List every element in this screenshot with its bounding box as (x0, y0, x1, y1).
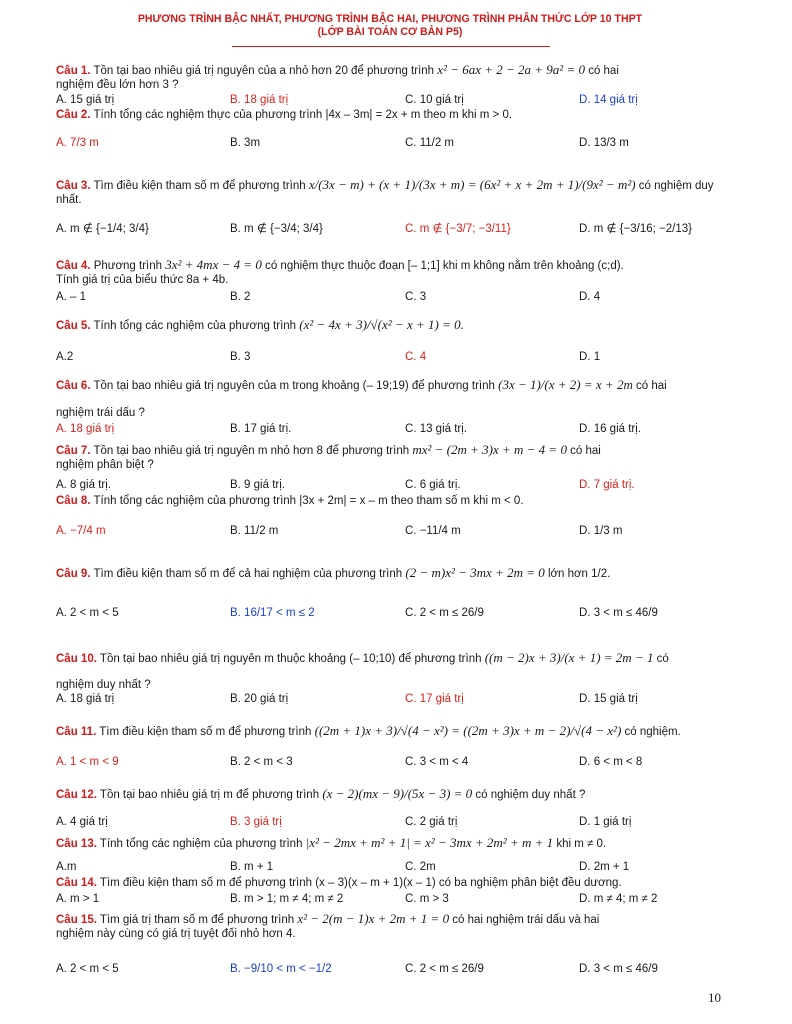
option-d[interactable]: D. 1 (579, 351, 601, 363)
question-15: Câu 15. Tìm giá trị tham số m để phương trình x² − 2(m − 1)x + 2m + 1 = 0 có hai nghiệm trái dấu và hai nghiệm này cùng có giá trị tuyệt đối nhỏ hơn 4. (56, 911, 600, 940)
option-d[interactable]: D. 6 < m < 8 (579, 756, 643, 768)
option-a[interactable]: A. 8 giá trị. (56, 479, 111, 491)
question-10-options (56, 692, 724, 708)
option-d[interactable]: D. m ∉ {−3/16; −2/13} (579, 223, 692, 235)
question-15-options (56, 962, 724, 978)
option-b[interactable]: B. 2 < m < 3 (230, 756, 293, 768)
question-9: Câu 9. Tìm điều kiện tham số m để cả hai nghiệm của phương trình (2 − m)x² − 3mx + 2m = 0 lớn hơn 1/2. (56, 565, 611, 580)
option-b[interactable]: B. 2 (230, 291, 251, 303)
option-a[interactable]: A. 4 giá trị (56, 816, 108, 828)
option-c[interactable]: C. 4 (405, 351, 427, 363)
option-a[interactable]: A. −7/4 m (56, 525, 106, 537)
option-a[interactable]: A.m (56, 861, 77, 873)
option-b[interactable]: B. 3 giá trị (230, 816, 282, 828)
option-c[interactable]: C. m > 3 (405, 893, 449, 905)
option-d[interactable]: D. 3 < m ≤ 46/9 (579, 607, 658, 619)
question-13-options (56, 860, 724, 876)
option-b[interactable]: B. m + 1 (230, 861, 274, 873)
option-b[interactable]: B. m ∉ {−3/4; 3/4} (230, 223, 323, 235)
option-c[interactable]: C. 2m (405, 861, 436, 873)
option-d[interactable]: D. 14 giá trị (579, 94, 638, 106)
option-b[interactable]: B. −9/10 < m < −1/2 (230, 963, 332, 975)
question-3-options (56, 222, 724, 238)
option-c[interactable]: C. 10 giá trị (405, 94, 464, 106)
option-c[interactable]: C. 3 < m < 4 (405, 756, 469, 768)
question-14-options (56, 892, 724, 908)
question-12-options (56, 815, 724, 831)
question-2-options (56, 136, 724, 152)
option-d[interactable]: D. 13/3 m (579, 137, 629, 149)
question-10: Câu 10. Tồn tại bao nhiêu giá trị nguyên m thuộc khoảng (– 10;10) để phương trình ((m − 2)x + 3)/(x + 1) = 2m − 1 có (56, 650, 669, 665)
option-c[interactable]: C. m ∉ {−3/7; −3/11} (405, 223, 511, 235)
option-d[interactable]: D. 16 giá trị. (579, 423, 641, 435)
option-d[interactable]: D. 7 giá trị. (579, 479, 635, 491)
option-c[interactable]: C. 13 giá trị. (405, 423, 467, 435)
question-6: Câu 6. Tồn tại bao nhiêu giá trị nguyên của m trong khoảng (– 19;19) để phương trình (3x − 1)/(x + 2) = x + 2m có hai (56, 377, 667, 392)
question-9-options (56, 606, 724, 622)
option-d[interactable]: D. 15 giá trị (579, 693, 638, 705)
option-a[interactable]: A. 15 giá trị (56, 94, 115, 106)
option-a[interactable]: A. 18 giá trị (56, 423, 115, 435)
option-b[interactable]: B. 3m (230, 137, 261, 149)
option-a[interactable]: A. m ∉ {−1/4; 3/4} (56, 223, 149, 235)
question-5: Câu 5. Tính tổng các nghiệm của phương trình (x² − 4x + 3)/√(x² − x + 1) = 0. (56, 317, 464, 332)
question-12: Câu 12. Tồn tại bao nhiêu giá trị m để phương trình (x − 2)(mx − 9)/(5x − 3) = 0 có nghiệm duy nhất ? (56, 786, 586, 801)
option-a[interactable]: A. 2 < m < 5 (56, 963, 119, 975)
question-13: Câu 13. Tính tổng các nghiệm của phương trình |x² − 2mx + m² + 1| = x² − 3mx + 2m² + m + 1 khi m ≠ 0. (56, 835, 607, 850)
option-c[interactable]: C. 2 giá trị (405, 816, 458, 828)
option-d[interactable]: D. 3 < m ≤ 46/9 (579, 963, 658, 975)
option-c[interactable]: C. 6 giá trị. (405, 479, 461, 491)
option-b[interactable]: B. 17 giá trị. (230, 423, 292, 435)
question-7-options (56, 478, 724, 494)
option-a[interactable]: A.2 (56, 351, 74, 363)
option-a[interactable]: A. – 1 (56, 291, 87, 303)
question-4-options (56, 290, 724, 306)
option-c[interactable]: C. −11/4 m (405, 525, 461, 537)
option-d[interactable]: D. 1/3 m (579, 525, 623, 537)
option-a[interactable]: A. 7/3 m (56, 137, 99, 149)
question-2: Câu 2. Tính tổng các nghiệm thực của phương trình |4x – 3m| = 2x + m theo m khi m > 0. (56, 109, 513, 121)
option-d[interactable]: D. 1 giá trị (579, 816, 632, 828)
option-b[interactable]: B. 3 (230, 351, 251, 363)
option-d[interactable]: D. 4 (579, 291, 601, 303)
option-c[interactable]: C. 2 < m ≤ 26/9 (405, 963, 484, 975)
option-c[interactable]: C. 11/2 m (405, 137, 454, 149)
question-5-options (56, 350, 724, 366)
option-a[interactable]: A. m > 1 (56, 893, 100, 905)
option-b[interactable]: B. 20 giá trị (230, 693, 289, 705)
question-10-line2: nghiệm duy nhất ? (56, 679, 151, 691)
option-a[interactable]: A. 2 < m < 5 (56, 607, 119, 619)
question-6-options (56, 422, 724, 438)
question-8-options (56, 524, 724, 540)
page-number: 10 (708, 990, 721, 1005)
question-8: Câu 8. Tính tổng các nghiệm của phương trình |3x + 2m| = x – m theo tham số m khi m < 0. (56, 495, 524, 507)
option-d[interactable]: D. 2m + 1 (579, 861, 630, 873)
question-4: Câu 4. Phương trình 3x² + 4mx − 4 = 0 có nghiệm thực thuộc đoạn [– 1;1] khi m không nằm trên khoảng (c;d). Tính giá trị của biểu thức 8a + 4b. (56, 257, 624, 286)
option-c[interactable]: C. 2 < m ≤ 26/9 (405, 607, 484, 619)
option-b[interactable]: B. m > 1; m ≠ 4; m ≠ 2 (230, 893, 344, 905)
option-b[interactable]: B. 9 giá trị. (230, 479, 285, 491)
option-a[interactable]: A. 1 < m < 9 (56, 756, 119, 768)
question-14: Câu 14. Tìm điều kiện tham số m để phương trình (x – 3)(x – m + 1)(x – 1) có ba nghiệm phân biệt đều dương. (56, 877, 622, 889)
page-title: PHƯƠNG TRÌNH BẬC NHẤT, PHƯƠNG TRÌNH BẬC HAI, PHƯƠNG TRÌNH PHÂN THỨC LỚP 10 THPT (LỚP BÀI TOÁN CƠ BẢN P5) (137, 13, 643, 38)
option-c[interactable]: C. 3 (405, 291, 427, 303)
option-b[interactable]: B. 16/17 < m ≤ 2 (230, 607, 315, 619)
option-b[interactable]: B. 18 giá trị (230, 94, 289, 106)
option-b[interactable]: B. 11/2 m (230, 525, 279, 537)
option-d[interactable]: D. m ≠ 4; m ≠ 2 (579, 893, 658, 905)
option-a[interactable]: A. 18 giá trị (56, 693, 115, 705)
question-11-options (56, 755, 724, 771)
title-divider (232, 46, 550, 47)
question-1-options (56, 93, 724, 109)
question-6-line2: nghiệm trái dấu ? (56, 407, 145, 419)
question-7: Câu 7. Tồn tại bao nhiêu giá trị nguyên m nhỏ hơn 8 để phương trình mx² − (2m + 3)x + m − 4 = 0 có hai nghiệm phân biệt ? (56, 442, 601, 471)
question-3: Câu 3. Tìm điều kiện tham số m để phương trình x/(3x − m) + (x + 1)/(3x + m) = (6x² + x + 2m + 1)/(9x² − m²) có nghiệm duy nhất. (56, 177, 714, 206)
option-c[interactable]: C. 17 giá trị (405, 693, 464, 705)
question-1: Câu 1. Tồn tại bao nhiêu giá trị nguyên của a nhỏ hơn 20 để phương trình x² − 6ax + 2 − 2a + 9a² = 0 có hai nghiệm đều lớn hơn 3 ? (56, 62, 619, 91)
question-11: Câu 11. Tìm điều kiện tham số m để phương trình ((2m + 1)x + 3)/√(4 − x²) = ((2m + 3)x + m − 2)/√(4 − x²) có nghiệm. (56, 723, 681, 738)
